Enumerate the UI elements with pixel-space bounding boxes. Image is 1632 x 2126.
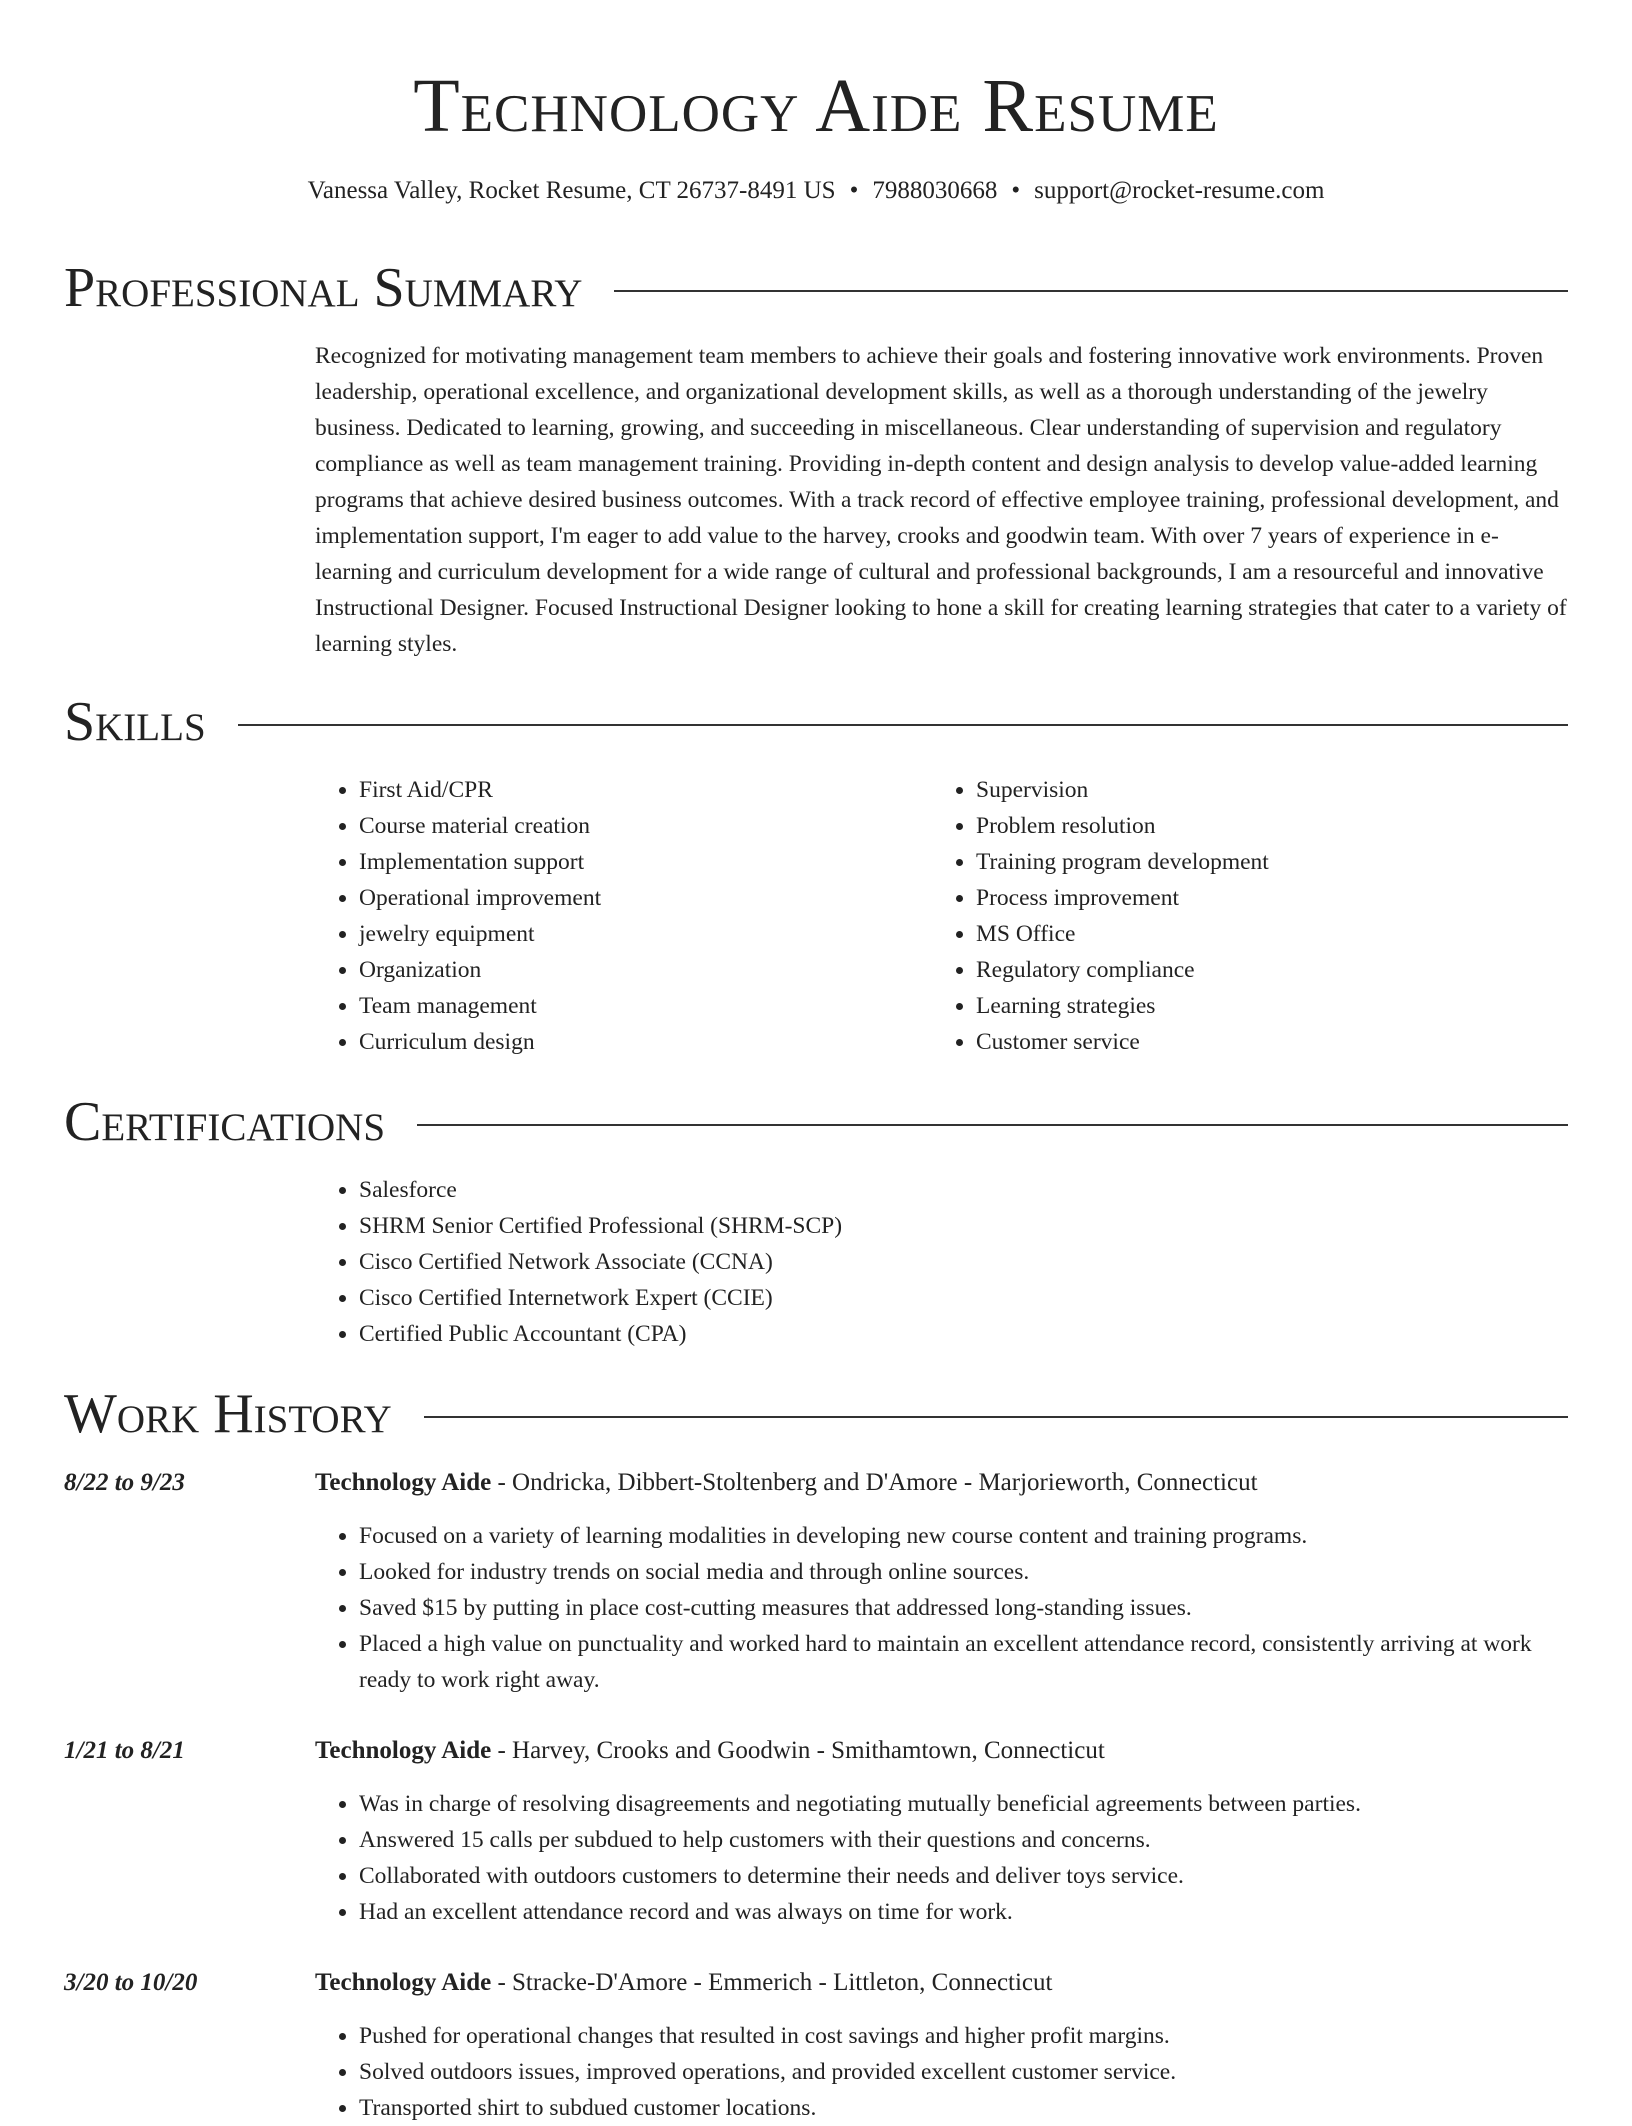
- job-bullet: • Transported shirt to subdued customer locations.: [359, 2090, 1568, 2126]
- job-bullet: • Solved outdoors issues, improved operations, and provided excellent customer service.: [359, 2054, 1568, 2090]
- job-bullet-list: [315, 2018, 1568, 2126]
- contact-email: support@rocket-resume.com: [1034, 177, 1325, 204]
- job-bullets-block: [315, 1786, 1568, 1930]
- contact-separator: •: [1011, 177, 1021, 204]
- job-dates: 1/21 to 8/21: [64, 1737, 185, 1764]
- job-bullet: • Pushed for operational changes that resulted in cost savings and higher profit margins.: [359, 2018, 1568, 2054]
- skill-item: • First Aid/CPR: [359, 772, 932, 808]
- certification-item: • Salesforce: [359, 1172, 1568, 1208]
- certification-item: • SHRM Senior Certified Professional (SHRM-SCP): [359, 1208, 1568, 1244]
- job-dates: 8/22 to 9/23: [64, 1469, 185, 1496]
- section-title-skills: Skills: [64, 691, 206, 753]
- job-heading: [315, 1965, 1568, 2001]
- section-rule: [424, 1416, 1568, 1418]
- skill-item: • Organization: [359, 952, 932, 988]
- skill-item: • Customer service: [976, 1024, 1549, 1060]
- job-bullets-block: [315, 2018, 1568, 2126]
- skill-item: • Curriculum design: [359, 1024, 932, 1060]
- job-bullet: • Placed a high value on punctuality and worked hard to maintain an excellent attendance record, consistently arriving at work ready to work right away.: [359, 1626, 1568, 1698]
- skill-item: • Supervision: [976, 772, 1549, 808]
- certification-item: • Cisco Certified Network Associate (CCNA): [359, 1244, 1568, 1280]
- section-rule: [238, 724, 1568, 726]
- section-title-summary: Professional Summary: [64, 257, 583, 319]
- skills-column-right: [932, 772, 1549, 1060]
- skill-item: • Learning strategies: [976, 988, 1549, 1024]
- job-title: Technology Aide: [315, 1737, 492, 1764]
- skill-item: • Implementation support: [359, 844, 932, 880]
- job-heading: [315, 1733, 1568, 1769]
- job-dates: 3/20 to 10/20: [64, 1969, 198, 1996]
- skill-item: • jewelry equipment: [359, 916, 932, 952]
- contact-line: [0, 174, 1632, 208]
- job-title: Technology Aide: [315, 1469, 492, 1496]
- skill-item: • Team management: [359, 988, 932, 1024]
- job-details: - Harvey, Crooks and Goodwin - Smithamtown, Connecticut: [491, 1737, 1105, 1764]
- certifications-block: [315, 1172, 1568, 1352]
- job-bullets-block: [315, 1518, 1568, 1698]
- job-bullet: • Focused on a variety of learning modalities in developing new course content and training programs.: [359, 1518, 1568, 1554]
- job-bullet: • Saved $15 by putting in place cost-cutting measures that addressed long-standing issues.: [359, 1590, 1568, 1626]
- job-bullet-list: [315, 1786, 1568, 1930]
- section-title-work-history: Work History: [64, 1383, 392, 1445]
- section-header-certifications: [64, 1090, 1568, 1154]
- job-details: - Stracke-D'Amore - Emmerich - Littleton, Connecticut: [491, 1969, 1053, 1996]
- skill-item: • Problem resolution: [976, 808, 1549, 844]
- certifications-list: [315, 1172, 1568, 1352]
- job-details: - Ondricka, Dibbert-Stoltenberg and D'Amore - Marjorieworth, Connecticut: [491, 1469, 1258, 1496]
- contact-separator: •: [849, 177, 859, 204]
- job-bullet: • Collaborated with outdoors customers to determine their needs and deliver toys service.: [359, 1858, 1568, 1894]
- summary-text: Recognized for motivating management team members to achieve their goals and fostering innovative work environments. Proven leadership, operational excellence, and organizational development skills, as well as a thorough understanding of the jewelry business. Dedicated to learning, growing, and succeeding in miscellaneous. Clear understanding of supervision and regulatory compliance as well as team management training. Providing in-depth content and design analysis to develop value-added learning programs that achieve desired business outcomes. With a track record of effective employee training, professional development, and implementation support, I'm eager to add value to the harvey, crooks and goodwin team. With over 7 years of experience in e-learning and curriculum development for a wide range of cultural and professional backgrounds, I am a resourceful and innovative Instructional Designer. Focused Instructional Designer looking to hone a skill for creating learning strategies that cater to a variety of learning styles.: [315, 343, 1567, 657]
- section-header-summary: [64, 256, 1568, 320]
- job-bullet: • Had an excellent attendance record and was always on time for work.: [359, 1894, 1568, 1930]
- job-bullet: • Was in charge of resolving disagreements and negotiating mutually beneficial agreements between parties.: [359, 1786, 1568, 1822]
- skills-column-left: [315, 772, 932, 1060]
- skill-item: • Regulatory compliance: [976, 952, 1549, 988]
- skills-list-right: [932, 772, 1549, 1060]
- section-rule: [417, 1124, 1568, 1126]
- section-header-skills: [64, 690, 1568, 754]
- job-bullet: • Looked for industry trends on social media and through online sources.: [359, 1554, 1568, 1590]
- contact-address: Vanessa Valley, Rocket Resume, CT 26737-8491 US: [307, 177, 836, 204]
- skill-item: • Process improvement: [976, 880, 1549, 916]
- resume-title: Technology Aide Resume: [413, 64, 1219, 148]
- job-bullet-list: [315, 1518, 1568, 1698]
- skill-item: • Course material creation: [359, 808, 932, 844]
- section-title-certifications: Certifications: [64, 1091, 386, 1153]
- contact-phone: 7988030668: [872, 177, 998, 204]
- section-rule: [614, 290, 1568, 292]
- job-bullet: • Answered 15 calls per subdued to help customers with their questions and concerns.: [359, 1822, 1568, 1858]
- skills-columns: [315, 772, 1568, 1060]
- certification-item: • Certified Public Accountant (CPA): [359, 1316, 1568, 1352]
- section-header-work-history: [64, 1382, 1568, 1446]
- skill-item: • Training program development: [976, 844, 1549, 880]
- certification-item: • Cisco Certified Internetwork Expert (CCIE): [359, 1280, 1568, 1316]
- skill-item: • Operational improvement: [359, 880, 932, 916]
- skill-item: • MS Office: [976, 916, 1549, 952]
- job-heading: [315, 1465, 1568, 1501]
- skills-list-left: [315, 772, 932, 1060]
- job-title: Technology Aide: [315, 1969, 492, 1996]
